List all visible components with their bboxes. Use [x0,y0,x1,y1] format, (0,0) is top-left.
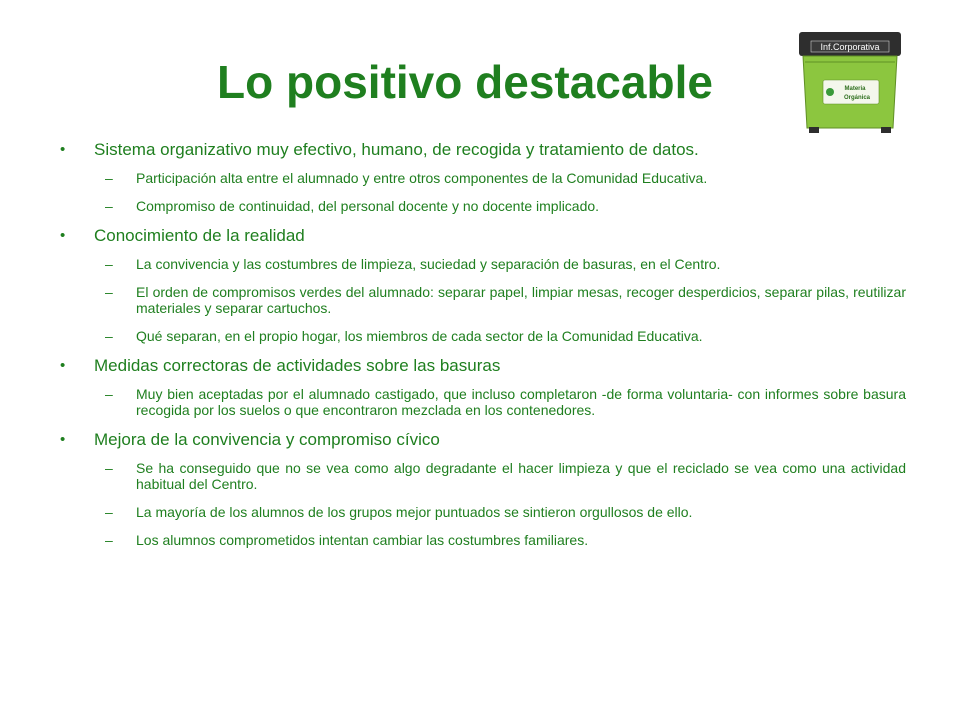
sub-bullet-text: El orden de compromisos verdes del alumnado: separar papel, limpiar mesas, recoger desperdicios, separar pilas, reutilizar materiales y separar cartuchos. [136,284,906,316]
leaf-icon [826,88,834,96]
bin-wheel-left [809,127,819,133]
dash-marker: – [105,328,113,344]
sub-bullet-item [60,284,906,316]
sub-bullet-text: Los alumnos comprometidos intentan cambiar las costumbres familiares. [136,532,589,548]
bullet-item [60,140,906,160]
bullet-text: Medidas correctoras de actividades sobre las basuras [94,356,501,375]
sub-bullet-text: Participación alta entre el alumnado y entre otros componentes de la Comunidad Educativa. [136,170,708,186]
sub-bullet-item [60,170,906,186]
bullet-marker: • [60,357,66,374]
dash-marker: – [105,532,113,548]
bin-sticker-line1: Materia [844,86,866,92]
bullet-item [60,430,906,450]
dash-marker: – [105,386,113,402]
bullet-list [60,140,906,560]
dash-marker: – [105,198,113,214]
bin-sticker-line2: Orgánica [843,95,871,101]
sub-bullet-item [60,328,906,344]
sub-bullet-item [60,256,906,272]
sub-bullet-item [60,460,906,492]
dash-marker: – [105,504,113,520]
sub-bullet-text: Qué separan, en el propio hogar, los miembros de cada sector de la Comunidad Educativa. [136,328,703,344]
bullet-marker: • [60,141,66,158]
sub-bullet-item [60,532,906,548]
bullet-marker: • [60,431,66,448]
dash-marker: – [105,284,113,300]
bullet-item [60,356,906,376]
sub-bullet-item [60,504,906,520]
recycling-bin-logo [797,30,903,134]
sub-bullet-text: Muy bien aceptadas por el alumnado castigado, que incluso completaron -de forma voluntaria- con informes sobre basura recogida por los suelos o que encontraron mezclada en los contenedores. [136,386,906,418]
bin-wheel-right [881,127,891,133]
dash-marker: – [105,460,113,476]
bullet-marker: • [60,227,66,244]
dash-marker: – [105,256,113,272]
dash-marker: – [105,170,113,186]
bin-label-text: Inf.Corporativa [820,42,880,52]
bullet-text: Conocimiento de la realidad [94,226,305,245]
sub-bullet-text: La mayoría de los alumnos de los grupos mejor puntuados se sintieron orgullosos de ello. [136,504,693,520]
sub-bullet-text: Compromiso de continuidad, del personal docente y no docente implicado. [136,198,600,214]
bullet-item [60,226,906,246]
sub-bullet-text: Se ha conseguido que no se vea como algo degradante el hacer limpieza y que el reciclado se vea como una actividad habitual del Centro. [136,460,906,492]
bullet-text: Mejora de la convivencia y compromiso cívico [94,430,440,449]
sub-bullet-text: La convivencia y las costumbres de limpieza, suciedad y separación de basuras, en el Centro. [136,256,721,272]
sub-bullet-item [60,198,906,214]
sub-bullet-item [60,386,906,418]
bullet-text: Sistema organizativo muy efectivo, humano, de recogida y tratamiento de datos. [94,140,699,159]
slide-title: Lo positivo destacable [217,56,713,108]
